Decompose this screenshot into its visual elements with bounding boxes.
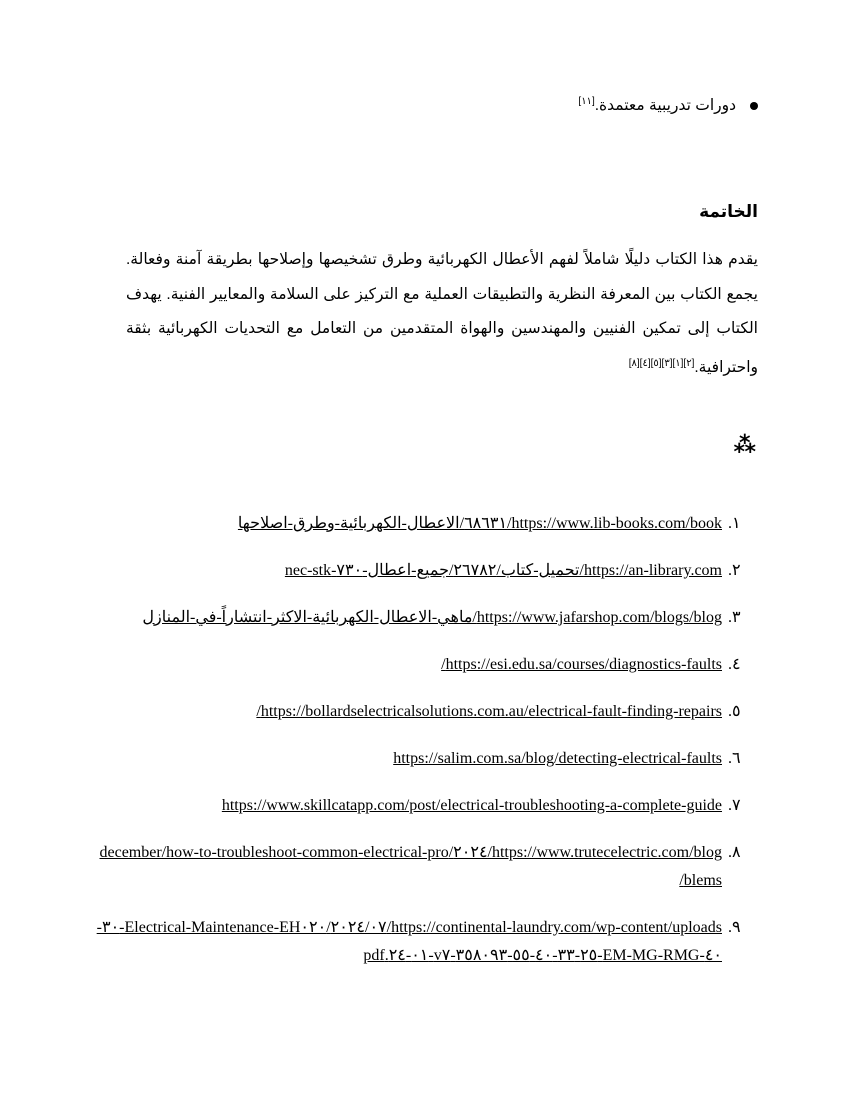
- reference-number: .٧: [728, 797, 741, 814]
- footnote-refs[interactable]: [٢][١][٣][٥][٤][٨]: [628, 357, 695, 369]
- reference-link[interactable]: https://bollardselectricalsolutions.com.au/electrical-fault-finding-repairs/: [256, 703, 722, 720]
- bullet-text: دورات تدريبية معتمدة.: [594, 97, 736, 115]
- reference-number: .٤: [728, 656, 741, 673]
- reference-item: [82, 651, 762, 679]
- reference-number: .٦: [728, 750, 741, 767]
- reference-number: .١: [728, 515, 741, 532]
- reference-item: [82, 745, 762, 773]
- reference-number: .٩: [728, 919, 741, 936]
- reference-link[interactable]: https://www.skillcatapp.com/post/electrical-troubleshooting-a-complete-guide: [221, 797, 722, 814]
- bullet-item: [80, 96, 758, 115]
- reference-item: [82, 510, 762, 538]
- reference-item: [82, 792, 762, 820]
- reference-number: .٨: [728, 844, 741, 861]
- reference-number: .٥: [728, 703, 741, 720]
- reference-list: [82, 510, 762, 989]
- reference-link[interactable]: https://an-library.com/تحميل-كتاب/٢٦٧٨٢/جميع-اعطال-٧٣٠-nec-stk: [284, 562, 722, 579]
- reference-item: [82, 604, 762, 632]
- reference-number: .٢: [728, 562, 741, 579]
- reference-item: [82, 557, 762, 585]
- footnote-ref[interactable]: [١١]: [578, 96, 595, 107]
- reference-link[interactable]: https://www.jafarshop.com/blogs/blog/ماهي-الاعطال-الكهربائية-الاكثر-انتشاراً-في-المنازل: [142, 609, 722, 626]
- reference-item: [82, 698, 762, 726]
- reference-number: .٣: [728, 609, 741, 626]
- bullet-dot-icon: [750, 102, 758, 110]
- asterism-separator: ⁂: [733, 432, 756, 457]
- reference-link[interactable]: https://salim.com.sa/blog/detecting-electrical-faults: [393, 750, 722, 767]
- section-heading: الخاتمة: [699, 202, 758, 221]
- reference-link[interactable]: https://www.trutecelectric.com/blog/٢٠٢٤/december/how-to-troubleshoot-common-electrical-problems/: [99, 844, 722, 889]
- conclusion-text: يقدم هذا الكتاب دليلًا شاملاً لفهم الأعطال الكهربائية وطرق تشخيصها وإصلاحها بطريقة آمنة وفعالة. يجمع الكتاب بين المعرفة النظرية والتطبيقات العملية مع التركيز على السلامة والمعايير الفنية. يهدف الكتاب إلى تمكين الفنيين والمهندسين والهواة المتقدمين من التعامل مع التحديات الكهربائية بثقة واحترافية.: [126, 251, 758, 376]
- reference-item: [82, 914, 762, 970]
- conclusion-paragraph: [126, 243, 758, 385]
- reference-link[interactable]: https://esi.edu.sa/courses/diagnostics-faults/: [441, 656, 722, 673]
- reference-link[interactable]: https://continental-laundry.com/wp-content/uploads/٢٠٢٤/٠٧/Electrical-Maintenance-EH٠٢٠-٣٠-٤٠-EM-MG-RMG-٢٥-٣٣-٤٠-٥٥-٣٥٨٠٩٣-v٧-٠١-٢٤.pdf: [96, 919, 722, 964]
- reference-item: [82, 839, 762, 895]
- reference-link[interactable]: https://www.lib-books.com/book/٦٨٦٣١/الاعطال-الكهربائية-وطرق-اصلاحها: [237, 515, 722, 532]
